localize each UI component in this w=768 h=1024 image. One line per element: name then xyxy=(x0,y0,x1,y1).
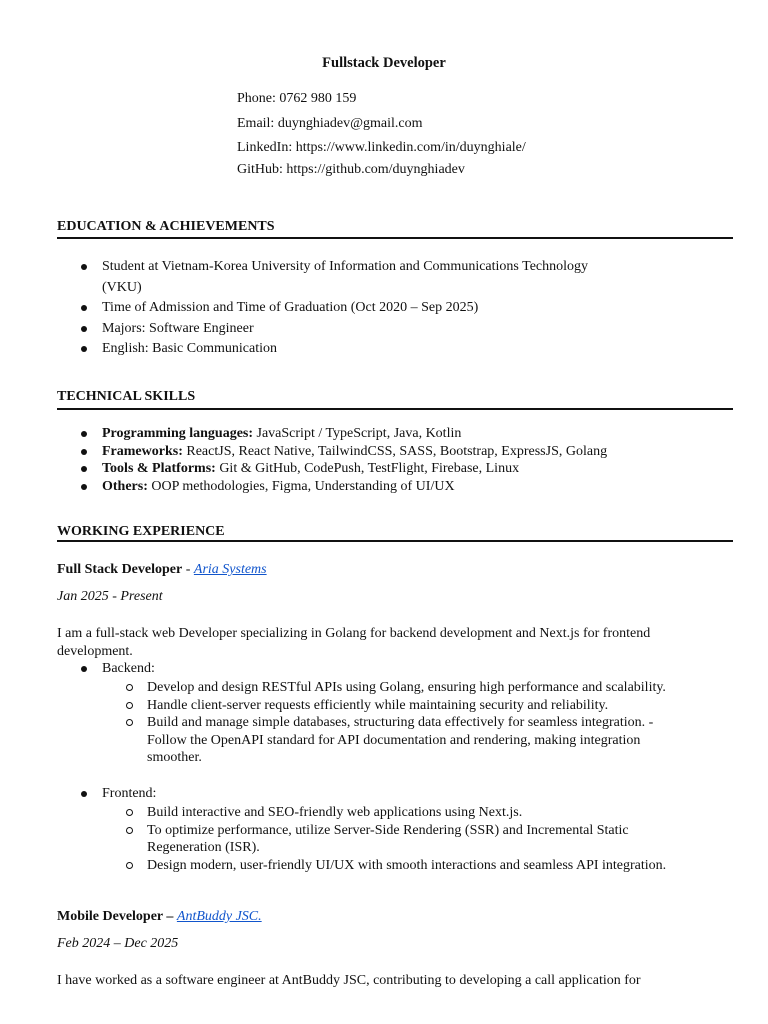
contact-email: Email: duynghiadev@gmail.com xyxy=(237,116,423,131)
list-item: Build interactive and SEO-friendly web applications using Next.js. xyxy=(57,804,677,822)
list-item: Frontend: xyxy=(57,785,733,803)
frontend-sublist xyxy=(57,804,677,874)
job-title: Full Stack Developer - Aria Systems xyxy=(57,562,267,577)
section-heading-skills: TECHNICAL SKILLS xyxy=(57,389,196,404)
job-summary: I am a full-stack web Developer specializing in Golang for backend development and Next.js for frontend development. xyxy=(57,626,651,659)
company-link[interactable]: Aria Systems xyxy=(193,562,267,577)
page-title: Fullstack Developer xyxy=(322,55,446,71)
job-details-list xyxy=(57,660,733,678)
section-divider xyxy=(57,540,733,542)
list-item: Time of Admission and Time of Graduation (Oct 2020 – Sep 2025) xyxy=(57,298,733,319)
job-details-list xyxy=(57,785,733,803)
skills-list xyxy=(57,425,733,495)
list-item: Programming languages: JavaScript / TypeScript, Java, Kotlin xyxy=(57,425,733,443)
list-item: Build and manage simple databases, structuring data effectively for seamless integration. - Follow the OpenAPI standard for API documentation and rendering, making integration smoother. xyxy=(57,714,677,767)
list-item: Frameworks: ReactJS, React Native, TailwindCSS, SASS, Bootstrap, ExpressJS, Golang xyxy=(57,443,733,461)
list-item: To optimize performance, utilize Server-Side Rendering (SSR) and Incremental Static Regeneration (ISR). xyxy=(57,822,677,857)
contact-github[interactable]: GitHub: https://github.com/duynghiadev xyxy=(237,162,465,177)
contact-phone: Phone: 0762 980 159 xyxy=(237,91,357,106)
job-summary: I have worked as a software engineer at AntBuddy JSC, contributing to developing a call application for xyxy=(57,973,641,988)
section-divider xyxy=(57,237,733,239)
list-item: Majors: Software Engineer xyxy=(57,319,733,340)
list-item: Backend: xyxy=(57,660,733,678)
section-divider xyxy=(57,408,733,410)
job-period: Jan 2025 - Present xyxy=(57,589,163,604)
list-item: English: Basic Communication xyxy=(57,339,733,360)
job-title: Mobile Developer – AntBuddy JSC. xyxy=(57,909,262,924)
section-heading-experience: WORKING EXPERIENCE xyxy=(57,524,225,539)
list-item: Tools & Platforms: Git & GitHub, CodePush, TestFlight, Firebase, Linux xyxy=(57,460,733,478)
company-link[interactable]: AntBuddy JSC. xyxy=(176,909,262,924)
job-period: Feb 2024 – Dec 2025 xyxy=(57,936,179,951)
list-item: Handle client-server requests efficiently while maintaining security and reliability. xyxy=(57,697,677,715)
backend-sublist xyxy=(57,679,677,767)
list-item: Others: OOP methodologies, Figma, Understanding of UI/UX xyxy=(57,478,733,496)
list-item: Design modern, user-friendly UI/UX with smooth interactions and seamless API integration. xyxy=(57,857,677,875)
education-list xyxy=(57,257,733,360)
contact-linkedin[interactable]: LinkedIn: https://www.linkedin.com/in/duynghiale/ xyxy=(237,140,526,155)
list-item: Develop and design RESTful APIs using Golang, ensuring high performance and scalability. xyxy=(57,679,677,697)
list-item: Student at Vietnam-Korea University of Information and Communications Technology (VKU) xyxy=(57,257,733,298)
section-heading-education: EDUCATION & ACHIEVEMENTS xyxy=(57,219,275,234)
